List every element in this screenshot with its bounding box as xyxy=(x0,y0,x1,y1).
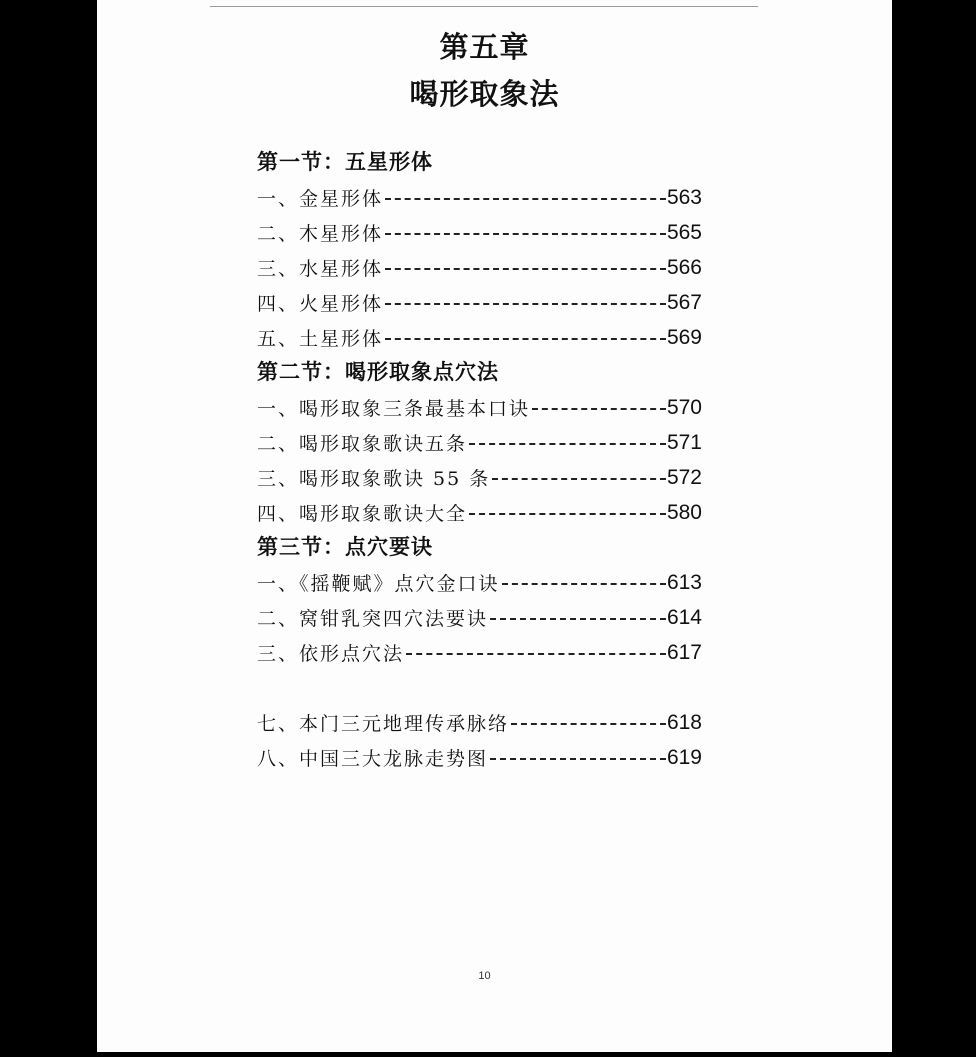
toc-entry-label: 三、水星形体 xyxy=(257,258,384,280)
page-number: 10 xyxy=(478,970,491,982)
section-heading-3: 第三节：点穴要诀 xyxy=(257,535,433,559)
toc-entry xyxy=(257,320,702,355)
toc-entry-page: 613 xyxy=(666,570,702,594)
top-rule xyxy=(210,6,758,7)
dot-leader xyxy=(492,478,666,480)
dot-leader xyxy=(385,338,666,340)
toc-entry-label: 一、《摇鞭赋》点穴金口诀 xyxy=(257,573,500,595)
toc-entry-page: 566 xyxy=(666,255,702,279)
toc-entry-page: 617 xyxy=(666,640,702,664)
toc-entry-page: 565 xyxy=(666,220,702,244)
dot-leader xyxy=(385,233,666,235)
dot-leader xyxy=(490,618,666,620)
document-page xyxy=(97,0,892,1052)
toc-entry xyxy=(257,215,702,250)
toc-entry xyxy=(257,495,702,530)
toc-entry xyxy=(257,285,702,320)
toc-entry-label: 八、中国三大龙脉走势图 xyxy=(257,748,489,770)
toc-entry-page: 569 xyxy=(666,325,702,349)
toc-entry-label: 三、喝形取象歌诀 55 条 xyxy=(257,468,491,490)
toc-entry-label: 一、喝形取象三条最基本口诀 xyxy=(257,398,531,420)
toc-entry xyxy=(257,565,702,600)
toc-entry xyxy=(257,740,702,775)
toc-entry-label: 二、窝钳乳突四穴法要诀 xyxy=(257,608,489,630)
dot-leader xyxy=(469,443,666,445)
toc-entry-label: 四、火星形体 xyxy=(257,293,384,315)
toc-entry xyxy=(257,600,702,635)
dot-leader xyxy=(502,583,666,585)
toc-entry xyxy=(257,390,702,425)
toc-entry-label: 七、本门三元地理传承脉络 xyxy=(257,713,510,735)
toc-entry-page: 571 xyxy=(666,430,702,454)
toc-entry-page: 618 xyxy=(666,710,702,734)
toc-entry-page: 614 xyxy=(666,605,702,629)
toc-entry-label: 二、喝形取象歌诀五条 xyxy=(257,433,468,455)
toc-entry-label: 五、土星形体 xyxy=(257,328,384,350)
toc-entry xyxy=(257,705,702,740)
section-spacer xyxy=(257,670,702,705)
dot-leader xyxy=(385,268,666,270)
section-heading-2: 第二节：喝形取象点穴法 xyxy=(257,360,499,384)
dot-leader xyxy=(385,198,666,200)
toc-entry xyxy=(257,250,702,285)
toc-entry-page: 619 xyxy=(666,745,702,769)
toc-entry-page: 570 xyxy=(666,395,702,419)
toc-entry-label: 一、金星形体 xyxy=(257,188,384,210)
dot-leader xyxy=(532,408,666,410)
dot-leader xyxy=(469,513,666,515)
chapter-subtitle: 喝形取象法 xyxy=(409,77,560,111)
toc-entry-page: 580 xyxy=(666,500,702,524)
toc-entry-label: 四、喝形取象歌诀大全 xyxy=(257,503,468,525)
toc-entry-page: 563 xyxy=(666,185,702,209)
chapter-title: 第五章 xyxy=(439,30,530,64)
section-heading-1: 第一节：五星形体 xyxy=(257,150,433,174)
toc-entry-label: 三、依形点穴法 xyxy=(257,643,405,665)
toc-entry xyxy=(257,460,702,495)
table-of-contents xyxy=(257,145,702,775)
toc-entry xyxy=(257,425,702,460)
dot-leader xyxy=(511,723,666,725)
toc-entry-page: 567 xyxy=(666,290,702,314)
toc-entry-page: 572 xyxy=(666,465,702,489)
toc-entry xyxy=(257,635,702,670)
toc-entry xyxy=(257,180,702,215)
dot-leader xyxy=(490,758,666,760)
dot-leader xyxy=(406,653,666,655)
toc-entry-label: 二、木星形体 xyxy=(257,223,384,245)
dot-leader xyxy=(385,303,666,305)
